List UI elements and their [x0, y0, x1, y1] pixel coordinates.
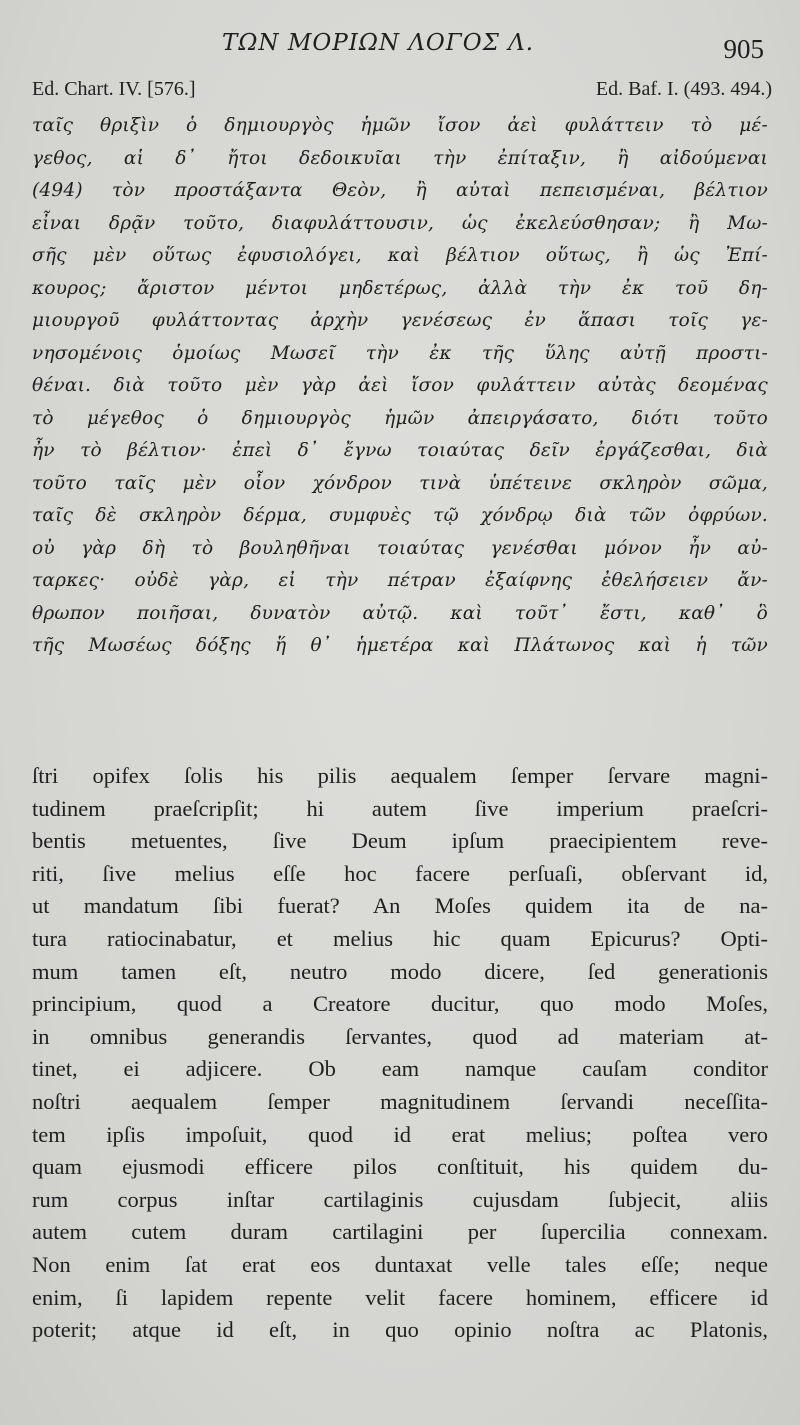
latin-line: principium, quod a Creatore ducitur, quo modo Moſes, — [32, 991, 768, 1017]
latin-line: tinet, ei adjicere. Ob eam namque cauſam conditor — [32, 1056, 768, 1082]
greek-line: τοῦτο ταῖς μὲν οἷον χόνδρον τινὰ ὑπέτεινε σκληρὸν σῶμα, — [32, 472, 768, 494]
greek-line: σῆς μὲν οὕτως ἐφυσιολόγει, καὶ βέλτιον οὕτως, ἢ ὡς Ἐπί- — [32, 245, 768, 266]
latin-line: riti, ſive melius eſſe hoc facere perſuaſi, obſervant id, — [32, 860, 768, 886]
greek-line: γεθος, αἱ δ᾽ ἤτοι δεδοικυῖαι τὴν ἐπίταξιν, ἢ αἰδούμεναι — [32, 147, 768, 169]
greek-line: μιουργοῦ φυλάττοντας ἀρχὴν γενέσεως ἐν ἅπασι τοῖς γε- — [32, 310, 768, 331]
greek-line: ταρκες· οὐδὲ γὰρ, εἰ τὴν πέτραν ἐξαίφνης ἐθελήσειεν ἄν- — [32, 570, 768, 591]
edition-chart-reference: Ed. Chart. IV. [576.] — [32, 78, 196, 100]
greek-line: ταῖς θριξὶν ὁ δημιουργὸς ἡμῶν ἴσον ἀεὶ φυλάττειν τὸ μέ- — [32, 115, 768, 136]
greek-line: τῆς Μωσέως δόξης ἥ θ᾽ ἡμετέρα καὶ Πλάτωνος καὶ ἡ τῶν — [32, 635, 768, 656]
greek-line: νησομένοις ὁμοίως Μωσεῖ τὴν ἐκ τῆς ὕλης αὐτῇ προστι- — [32, 342, 768, 364]
latin-line: tura ratiocinabatur, et melius hic quam Epicurus? Opti- — [32, 925, 768, 951]
running-title: ΤΩΝ ΜΟΡΙΩΝ ΛΟΓΟΣ Λ. — [222, 30, 535, 56]
latin-line: tudinem praeſcripſit; hi autem ſive imperium praeſcri- — [32, 795, 768, 821]
latin-line: rum corpus inſtar cartilaginis cujusdam ſubjecit, aliis — [32, 1186, 768, 1212]
greek-line: οὐ γὰρ δὴ τὸ βουληθῆναι τοιαύτας γενέσθαι μόνον ἦν αὐ- — [32, 537, 768, 559]
latin-line: autem cutem duram cartilagini per ſupercilia connexam. — [32, 1219, 768, 1245]
greek-text-block — [32, 110, 768, 663]
greek-line: θέναι. διὰ τοῦτο μὲν γὰρ ἀεὶ ἴσον φυλάττειν αὐτὰς δεομένας — [32, 375, 768, 396]
edition-basel-reference: Ed. Baf. I. (493. 494.) — [595, 78, 772, 100]
latin-line: enim, ſi lapidem repente velit facere hominem, efficere id — [32, 1284, 768, 1310]
latin-line: ſtri opifex ſolis his pilis aequalem ſemper ſervare magni- — [32, 763, 768, 788]
greek-line: τὸ μέγεθος ὁ δημιουργὸς ἡμῶν ἀπειργάσατο, διότι τοῦτο — [32, 407, 768, 429]
greek-line: εἶναι δρᾷν τοῦτο, διαφυλάττουσιν, ὡς ἐκελεύσθησαν; ἢ Μω- — [32, 212, 768, 234]
latin-line: poterit; atque id eſt, in quo opinio noſtra ac Platonis, — [32, 1317, 768, 1343]
latin-line: bentis metuentes, ſive Deum ipſum praecipientem reve- — [32, 828, 768, 854]
latin-line: quam ejusmodi efficere pilos conſtituit, his quidem du- — [32, 1154, 768, 1180]
edition-references — [32, 78, 772, 106]
latin-text-block — [32, 760, 768, 1347]
latin-line: tem ipſis impoſuit, quod id erat melius; poſtea vero — [32, 1121, 768, 1147]
latin-line: ut mandatum ſibi fuerat? An Moſes quidem ita de na- — [32, 893, 768, 919]
latin-line: in omnibus generandis ſervantes, quod ad materiam at- — [32, 1023, 768, 1049]
greek-line: κουρος; ἄριστον μέντοι μηδετέρως, ἀλλὰ τὴν ἐκ τοῦ δη- — [32, 277, 768, 299]
greek-line: ἦν τὸ βέλτιον· ἐπεὶ δ᾽ ἔγνω τοιαύτας δεῖν ἐργάζεσθαι, διὰ — [32, 440, 768, 461]
page-number: 905 — [723, 34, 764, 64]
latin-line: mum tamen eſt, neutro modo dicere, ſed generationis — [32, 958, 768, 984]
running-head — [0, 30, 800, 66]
latin-line: noſtri aequalem ſemper magnitudinem ſervandi neceſſita- — [32, 1088, 768, 1114]
greek-line: θρωπον ποιῆσαι, δυνατὸν αὐτῷ. καὶ τοῦτ᾽ ἔστι, καθ᾽ ὃ — [32, 602, 768, 624]
greek-line: ταῖς δὲ σκληρὸν δέρμα, συμφυὲς τῷ χόνδρῳ διὰ τῶν ὀφρύων. — [32, 505, 768, 526]
latin-line: Non enim ſat erat eos duntaxat velle tales eſſe; neque — [32, 1251, 768, 1277]
greek-line: (494) τὸν προστάξαντα Θεὸν, ἢ αὐταὶ πεπεισμέναι, βέλτιον — [32, 180, 768, 201]
